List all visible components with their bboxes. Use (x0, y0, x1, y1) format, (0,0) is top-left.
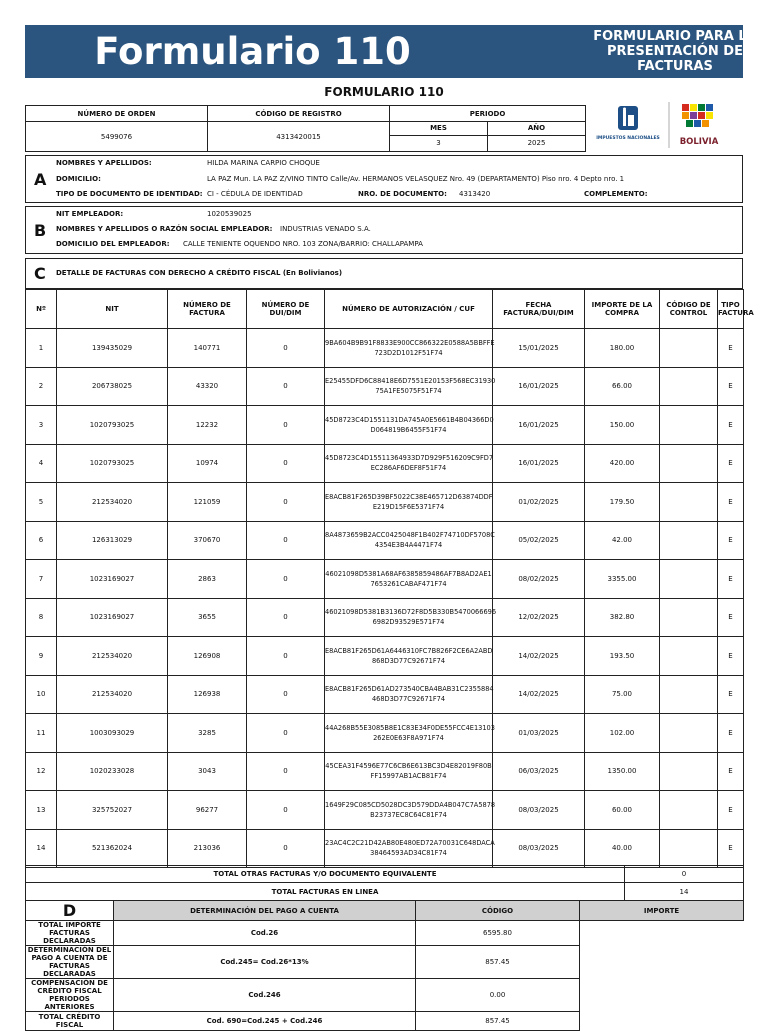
razon-social-value: INDUSTRIAS VENADO S.A. (280, 225, 371, 233)
row-n: 11 (26, 714, 57, 753)
determinacion-label: DETERMINACIÓN DEL PAGO A CUENTA DE FACTURAS DECLARADAS (26, 946, 114, 979)
col-fecha-l1: FECHA (525, 301, 552, 309)
row-control (660, 637, 718, 676)
row-n: 6 (26, 521, 57, 560)
row-factura: 10974 (168, 444, 247, 483)
row-dui: 0 (247, 714, 325, 753)
determinacion-row (26, 979, 744, 1012)
totals-table (25, 865, 744, 901)
row-tipo: E (718, 675, 744, 714)
bolivia-logo (668, 100, 728, 150)
row-fecha: 08/03/2025 (493, 829, 585, 868)
row-control (660, 406, 718, 445)
col-dui (247, 290, 325, 329)
nit-empleador-value: 1020539025 (207, 210, 252, 218)
col-nit: NIT (57, 290, 168, 329)
complemento-label: COMPLEMENTO: (584, 190, 648, 198)
row-n: 9 (26, 637, 57, 676)
table-row (26, 560, 744, 599)
autorizacion-line-2: 468D3D77C92671F74 (371, 695, 446, 704)
autorizacion-line-1: 46021098D5381A68AF6385859486AF7B8AD2AE1 (325, 569, 492, 578)
row-autorizacion (325, 675, 493, 714)
autorizacion-line-2: 262E0E63F8A971F74 (373, 733, 444, 742)
autorizacion-line-1: E8ACB81F265D61A6446310FC7B826F2CE6A2ABD (325, 646, 493, 655)
row-fecha: 16/01/2025 (493, 406, 585, 445)
table-row (26, 329, 744, 368)
row-n: 12 (26, 752, 57, 791)
row-autorizacion (325, 521, 493, 560)
row-n: 8 (26, 598, 57, 637)
row-importe: 180.00 (585, 329, 660, 368)
section-c-letter: C (34, 264, 46, 283)
row-n: 10 (26, 675, 57, 714)
determinacion-label: TOTAL IMPORTE FACTURAS DECLARADAS (26, 921, 114, 946)
row-importe: 3355.00 (585, 560, 660, 599)
col-n: Nº (26, 290, 57, 329)
row-autorizacion (325, 444, 493, 483)
row-control (660, 675, 718, 714)
table-row (26, 791, 744, 830)
row-factura: 3655 (168, 598, 247, 637)
table-row (26, 714, 744, 753)
table-row (26, 752, 744, 791)
row-tipo: E (718, 598, 744, 637)
section-d-letter: D (62, 901, 77, 920)
autorizacion-line-1: 46021098D5381B3136D72F8D5B330B5470066696 (325, 608, 497, 617)
row-nit: 1020793025 (57, 406, 168, 445)
row-control (660, 367, 718, 406)
orden-value: 5499076 (26, 122, 208, 152)
nro-doc-value: 4313420 (459, 190, 491, 198)
row-dui: 0 (247, 444, 325, 483)
row-autorizacion (325, 483, 493, 522)
row-n: 4 (26, 444, 57, 483)
row-nit: 1020793025 (57, 444, 168, 483)
row-factura: 3285 (168, 714, 247, 753)
row-nit: 521362024 (57, 829, 168, 868)
row-dui: 0 (247, 752, 325, 791)
row-nit: 1023169027 (57, 560, 168, 599)
row-fecha: 16/01/2025 (493, 444, 585, 483)
row-dui: 0 (247, 329, 325, 368)
autorizacion-line-2: E219D15F6E5371F74 (372, 502, 445, 511)
row-n: 5 (26, 483, 57, 522)
autorizacion-line-2: D064819B6455F51F74 (370, 425, 447, 434)
row-control (660, 714, 718, 753)
row-n: 14 (26, 829, 57, 868)
anio-label: AÑO (488, 122, 586, 135)
row-nit: 139435029 (57, 329, 168, 368)
registro-value: 4313420015 (208, 122, 390, 152)
row-importe: 60.00 (585, 791, 660, 830)
autorizacion-line-1: 23AC4C2C21D42AB80E480ED72A70031C648DACA (325, 839, 495, 848)
row-factura: 121059 (168, 483, 247, 522)
col-numero-factura-l1: NÚMERO DE (183, 301, 231, 309)
row-factura: 213036 (168, 829, 247, 868)
table-row (26, 444, 744, 483)
row-importe: 102.00 (585, 714, 660, 753)
orden-label: NÚMERO DE ORDEN (26, 106, 208, 122)
row-tipo: E (718, 714, 744, 753)
mes-label: MES (390, 122, 488, 135)
nombres-label: NOMBRES Y APELLIDOS: (56, 159, 152, 167)
row-dui: 0 (247, 560, 325, 599)
autorizacion-line-2: EC286AF6DEF8F51F74 (370, 464, 447, 473)
col-tipo-l2: FACTURA (718, 309, 754, 317)
row-factura: 43320 (168, 367, 247, 406)
row-tipo: E (718, 444, 744, 483)
row-control (660, 791, 718, 830)
row-autorizacion (325, 560, 493, 599)
autorizacion-line-1: E25455DFD6C88418E6D7551E20153F568EC31930 (325, 377, 496, 386)
row-n: 2 (26, 367, 57, 406)
row-dui: 0 (247, 675, 325, 714)
header-table (25, 105, 586, 152)
row-fecha: 14/02/2025 (493, 637, 585, 676)
row-fecha: 12/02/2025 (493, 598, 585, 637)
autorizacion-line-1: 9BA604B9B91F8833E900CC866322E0588A5BBFFE (325, 338, 495, 347)
col-fecha-l2: FACTURA/DUI/DIM (503, 309, 574, 317)
autorizacion-line-1: 45D8723C4D1551131DA745A0E5661B4B04366D0 (325, 415, 494, 424)
col-importe-l1: IMPORTE DE LA (591, 301, 653, 309)
banner-title: Formulario 110 (94, 30, 411, 73)
row-fecha: 14/02/2025 (493, 675, 585, 714)
row-nit: 212534020 (57, 637, 168, 676)
section-c-header (25, 258, 743, 289)
row-tipo: E (718, 829, 744, 868)
determinacion-row (26, 946, 744, 979)
impuestos-logo-text: IMPUESTOS NACIONALES (596, 136, 660, 141)
row-control (660, 752, 718, 791)
autorizacion-line-2: 38464593AD34C81F74 (370, 849, 447, 858)
form-banner (25, 25, 757, 78)
row-nit: 1023169027 (57, 598, 168, 637)
autorizacion-line-2: 7653261CABAF471F74 (370, 579, 447, 588)
col-tipo-l1: TIPO (721, 301, 740, 309)
row-nit: 206738025 (57, 367, 168, 406)
section-a (25, 155, 743, 203)
row-tipo: E (718, 521, 744, 560)
row-fecha: 08/02/2025 (493, 560, 585, 599)
determinacion-code: Cod.245= Cod.26*13% (114, 946, 416, 979)
table-row (26, 675, 744, 714)
determinacion-value: 6595.80 (416, 921, 580, 946)
row-fecha: 01/02/2025 (493, 483, 585, 522)
total-linea-value: 14 (625, 883, 744, 901)
row-control (660, 598, 718, 637)
row-tipo: E (718, 752, 744, 791)
row-control (660, 829, 718, 868)
row-factura: 126908 (168, 637, 247, 676)
section-b-letter: B (34, 221, 47, 240)
row-importe: 40.00 (585, 829, 660, 868)
row-tipo: E (718, 406, 744, 445)
col-importe (585, 290, 660, 329)
domicilio-empleador-label: DOMICILIO DEL EMPLEADOR: (56, 240, 170, 248)
autorizacion-line-1: 1649F29C085CD5028DC3D579DDA4B047C7A5878 (325, 800, 496, 809)
row-autorizacion (325, 791, 496, 830)
col-autorizacion: NÚMERO DE AUTORIZACIÓN / CUF (325, 290, 493, 329)
row-tipo: E (718, 483, 744, 522)
table-row (26, 483, 744, 522)
row-nit: 1003093029 (57, 714, 168, 753)
nombres-value: HILDA MARINA CARPIO CHOQUE (207, 159, 320, 167)
row-importe: 193.50 (585, 637, 660, 676)
banner-side-line3: FACTURAS (637, 59, 713, 74)
row-tipo: E (718, 791, 744, 830)
section-d-letter-cell (26, 901, 114, 921)
autorizacion-line-2: 6982D93529E571F74 (372, 618, 445, 627)
row-n: 13 (26, 791, 57, 830)
row-autorizacion (325, 829, 493, 868)
row-fecha: 16/01/2025 (493, 367, 585, 406)
periodo-label: PERIODO (390, 106, 586, 122)
determinacion-value: 857.45 (416, 946, 580, 979)
row-factura: 126938 (168, 675, 247, 714)
domicilio-value: LA PAZ Mun. LA PAZ Z/VINO TINTO Calle/Av. HERMANOS VELASQUEZ Nro. 49 (DEPARTAMENTO) Piso nro. 4 Depto nro. 1 (207, 175, 625, 183)
section-c-title: DETALLE DE FACTURAS CON DERECHO A CRÉDITO FISCAL (En Bolivianos) (56, 269, 343, 277)
autorizacion-line-2: 4354E3B4A4471F74 (374, 541, 443, 550)
row-factura: 96277 (168, 791, 247, 830)
section-d-table (25, 900, 744, 1031)
nit-empleador-label: NIT EMPLEADOR: (56, 210, 124, 218)
row-fecha: 15/01/2025 (493, 329, 585, 368)
determinacion-label: TOTAL CRÉDITO FISCAL (26, 1012, 114, 1031)
col-codigo: CÓDIGO (416, 901, 580, 921)
col-control-l1: CÓDIGO DE (666, 301, 711, 309)
row-factura: 3043 (168, 752, 247, 791)
row-nit: 126313029 (57, 521, 168, 560)
row-autorizacion (325, 714, 493, 753)
row-n: 1 (26, 329, 57, 368)
row-nit: 325752027 (57, 791, 168, 830)
determinacion-code: Cod. 690=Cod.245 + Cod.246 (114, 1012, 416, 1031)
determinacion-code: Cod.246 (114, 979, 416, 1012)
row-factura: 2863 (168, 560, 247, 599)
row-importe: 1350.00 (585, 752, 660, 791)
row-importe: 179.50 (585, 483, 660, 522)
autorizacion-line-1: E8ACB81F265D61AD273540CBA4BAB31C2355884 (325, 685, 494, 694)
row-fecha: 06/03/2025 (493, 752, 585, 791)
row-autorizacion (325, 752, 493, 791)
mes-value: 3 (390, 135, 488, 151)
total-otras-label: TOTAL OTRAS FACTURAS Y/O DOCUMENTO EQUIVALENTE (26, 866, 625, 883)
row-tipo: E (718, 560, 744, 599)
col-importe-l2: COMPRA (605, 309, 639, 317)
col-numero-factura (168, 290, 247, 329)
row-factura: 370670 (168, 521, 247, 560)
autorizacion-line-2: B23737EC8C64C81F74 (370, 810, 447, 819)
tipo-doc-value: CI - CÉDULA DE IDENTIDAD (207, 190, 303, 198)
col-dui-l1: NÚMERO DE (261, 301, 310, 309)
autorizacion-line-2: 75A1FE5075F51F74 (375, 387, 442, 396)
banner-side-title (585, 29, 765, 74)
bolivia-logo-text: BOLIVIA (679, 137, 719, 147)
banner-side-line2: PRESENTACIÓN DE (607, 44, 743, 59)
row-autorizacion (325, 637, 493, 676)
row-control (660, 444, 718, 483)
row-dui: 0 (247, 829, 325, 868)
section-a-letter: A (34, 170, 47, 189)
col-dui-l2: DUI/DIM (269, 309, 302, 317)
row-factura: 140771 (168, 329, 247, 368)
row-dui: 0 (247, 637, 325, 676)
razon-social-label: NOMBRES Y APELLIDOS O RAZÓN SOCIAL EMPLEADOR: (56, 225, 273, 233)
col-determinacion: DETERMINACIÓN DEL PAGO A CUENTA (114, 901, 416, 921)
registro-label: CÓDIGO DE REGISTRO (208, 106, 390, 122)
determinacion-row (26, 1012, 744, 1031)
invoices-table (25, 289, 754, 868)
col-numero-factura-l2: FACTURA (189, 309, 225, 317)
row-autorizacion (325, 406, 493, 445)
determinacion-value: 857.45 (416, 1012, 580, 1031)
row-dui: 0 (247, 521, 325, 560)
table-row (26, 598, 744, 637)
table-row (26, 367, 744, 406)
autorizacion-line-1: 44A268B55E3085B8E1C83E34F0DE55FCC4E13103 (325, 723, 495, 732)
row-tipo: E (718, 367, 744, 406)
determinacion-value: 0.00 (416, 979, 580, 1012)
row-dui: 0 (247, 483, 325, 522)
autorizacion-line-1: 45CEA31F4596E77C6CB6E613BC3D4E82019F80B (325, 762, 492, 771)
banner-side-line1: FORMULARIO PARA LA (593, 29, 757, 44)
domicilio-label: DOMICILIO: (56, 175, 101, 183)
row-n: 3 (26, 406, 57, 445)
row-dui: 0 (247, 406, 325, 445)
row-tipo: E (718, 637, 744, 676)
row-fecha: 05/02/2025 (493, 521, 585, 560)
row-tipo: E (718, 329, 744, 368)
total-linea-label: TOTAL FACTURAS EN LINEA (26, 883, 625, 901)
row-factura: 12232 (168, 406, 247, 445)
total-otras-value: 0 (625, 866, 744, 883)
row-autorizacion (325, 329, 493, 368)
col-control-l2: CONTROL (669, 309, 708, 317)
determinacion-label: COMPENSACIÓN DE CRÉDITO FISCAL PERIODOS ANTERIORES (26, 979, 114, 1012)
impuestos-logo (592, 104, 664, 148)
row-nit: 212534020 (57, 675, 168, 714)
domicilio-empleador-value: CALLE TENIENTE OQUENDO NRO. 103 ZONA/BARRIO: CHALLAPAMPA (183, 240, 423, 248)
autorizacion-line-2: 723D2D1012F51F74 (374, 348, 443, 357)
row-dui: 0 (247, 598, 325, 637)
row-autorizacion (325, 367, 496, 406)
section-b (25, 206, 743, 254)
determinacion-row (26, 921, 744, 946)
nro-doc-label: NRO. DE DOCUMENTO: (358, 190, 447, 198)
form-subtitle: FORMULARIO 110 (324, 85, 444, 99)
row-importe: 75.00 (585, 675, 660, 714)
col-fecha (493, 290, 585, 329)
tipo-doc-label: TIPO DE DOCUMENTO DE IDENTIDAD: (56, 190, 203, 198)
autorizacion-line-1: 8A4873659B2ACC0425048F1B402F74710DF5708C (325, 531, 495, 540)
row-importe: 42.00 (585, 521, 660, 560)
autorizacion-line-2: 868D3D77C92671F74 (371, 656, 446, 665)
row-control (660, 329, 718, 368)
row-fecha: 01/03/2025 (493, 714, 585, 753)
table-row (26, 637, 744, 676)
table-row (26, 521, 744, 560)
row-fecha: 08/03/2025 (493, 791, 585, 830)
col-importe-d: IMPORTE (580, 901, 744, 921)
row-autorizacion (325, 598, 497, 637)
row-n: 7 (26, 560, 57, 599)
autorizacion-line-2: FF15997AB1ACB81F74 (370, 772, 447, 781)
row-importe: 420.00 (585, 444, 660, 483)
row-control (660, 483, 718, 522)
row-control (660, 521, 718, 560)
autorizacion-line-1: 45D8723C4D15511364933D7D929F516209C9FD7 (325, 454, 494, 463)
row-dui: 0 (247, 367, 325, 406)
row-dui: 0 (247, 791, 325, 830)
col-tipo (718, 290, 754, 329)
row-nit: 1020233028 (57, 752, 168, 791)
row-importe: 382.80 (585, 598, 660, 637)
anio-value: 2025 (488, 135, 586, 151)
col-control (660, 290, 718, 329)
row-importe: 66.00 (585, 367, 660, 406)
row-control (660, 560, 718, 599)
autorizacion-line-1: E8ACB81F265D39BF5022C38E465712D63874DDF (325, 492, 493, 501)
row-nit: 212534020 (57, 483, 168, 522)
table-row (26, 406, 744, 445)
determinacion-code: Cod.26 (114, 921, 416, 946)
row-importe: 150.00 (585, 406, 660, 445)
table-row (26, 829, 744, 868)
